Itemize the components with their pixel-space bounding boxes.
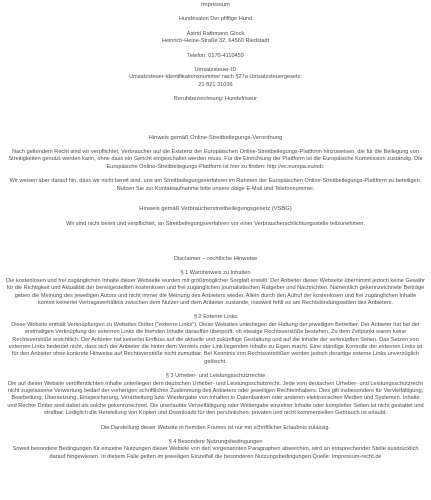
owner-name: Astrid Rathmann Glock <box>186 30 245 37</box>
address: Heinrich-Heine-Straße 32, 64560 Riedstadt <box>161 38 270 45</box>
section-2-text: Diese Website enthält Verknüpfungen zu Websites Dritter ("externe Links"). Diese Websites unterliegen der Haftung der jeweiligen Betreiber. Der Anbieter hat bei der erstmaligen Verknüpfung der externen Links die fremden Inhalte daraufhin überprüft, ob etwaige Rechtsverstöße bestehen. Zu dem Zeitpunkt waren keine Rechtsverstöße ersichtlich. Der Anbieter hat keinerlei Einfluss auf die aktuelle und zukünftige Gestaltung und auf die Inhalte der verknüpften Seiten. Das Setzen von externen Links bedeutet nicht, dass sich der Anbieter die hinter dem Verweis oder Link liegenden Inhalte zu Eigen macht. Eine ständige Kontrolle der externen Links ist für den Anbieter ohne konkrete Hinweise auf Rechtsverstöße nicht zumutbar. Bei Kenntnis von Rechtsverstößen werden jedoch derartige externe Links unverzüglich gelöscht. <box>8 321 423 365</box>
vsbg-text: Wir sind nicht bereit und verpflichtet, an Streitbeilegungsverfahren vor einer Verbraucherschlichtungsstelle teilzunehmen. <box>66 220 365 227</box>
section-1-title: § 1 Warnhinweis zu Inhalten <box>180 270 251 277</box>
section-2-title: § 2 Externe Links <box>193 314 238 321</box>
company-name: Hundesalon Der pfiffige Hund <box>178 16 253 23</box>
vsbg-heading: Hinweis gemäß Verbraucherstreitbeilegungsgesetz (VSBG) <box>139 206 292 213</box>
vat-line: Umsatzsteuer-Identifikationsnummer nach §27a Umsatzsteuergesetz: <box>129 74 302 81</box>
odr-text-1: Nach geltendem Recht sind wir verpflichtet, Verbraucher auf die Existenz der Europäischen Online-Streitbeilegungs-Plattform hinzuweisen, die für die Beilegung von Streitigkeiten genutzt werden kann, ohne dass ein Gericht eingeschaltet werden muss. Für die Einrichtung der Plattform ist die Europäische Kommission zuständig. Die Europäische Online-Streitbeilegungs-Plattform ist hier zu finden: http://ec.europa.eu/odr. <box>8 149 423 170</box>
odr-heading: Hinweis gemäß Online-Streitbeilegungs-Verordnung <box>148 134 283 141</box>
disclaimer-heading: Disclaimer – rechtliche Hinweise <box>173 255 258 262</box>
section-3-text: Die auf dieser Website veröffentlichten Inhalte unterliegen dem deutschen Urheber- und Leistungsschutzrecht. Jede vom deutschen Urheber- und Leistungsschutzrecht nicht zugelassene Verwertung bedarf der vorherigen schriftlichen Zustimmung des Anbieters oder jeweiligen Rechteinhabers. Dies gilt insbesondere für Vervielfältigung, Bearbeitung, Übersetzung, Einspeicherung, Verarbeitung bzw. Wiedergabe von Inhalten in Datenbanken oder anderen elektronischen Medien und Systemen. Inhalte und Rechte Dritter sind dabei als solche gekennzeichnet. Die unerlaubte Vervielfältigung oder Weitergabe einzelner Inhalte oder kompletter Seiten ist nicht gestattet und strafbar. Lediglich die Herstellung von Kopien und Downloads für den persönlichen, privaten und nicht kommerziellen Gebrauch ist erlaubt. <box>7 380 424 417</box>
odr-text-2: Wir weisen aber darauf hin, dass wir nicht bereit sind, uns am Streitbeilegungsverfahren im Rahmen der Europäischen Online-Streitbeilegungs-Plattform zu beteiligen. Nutzen Sie zur Kontaktaufnahme bitte unsere obige E-Mail und Telefonnummer. <box>9 178 422 192</box>
profession: Berufsbezeichnung: Hundefriseur <box>173 96 258 103</box>
section-3-frames-note: Die Darstellung dieser Website in fremden Frames ist nur mit schriftlicher Erlaubnis zulässig. <box>100 424 330 431</box>
vat-number: 21 821 31036 <box>198 81 233 88</box>
phone[interactable]: Telefon: 0170-4110459 <box>187 52 244 59</box>
section-3-title: § 3 Urheber- und Leistungsschutzrechte <box>165 373 266 380</box>
section-4-title: § 4 Besondere Nutzungsbedingungen <box>168 439 263 446</box>
impressum-heading: Impressum <box>201 2 230 8</box>
impressum-page <box>3 0 428 461</box>
section-1-text: Die kostenlosen und frei zugänglichen Inhalte dieser Webseite wurden mit größtmöglicher Sorgfalt erstellt. Der Anbieter dieser Webseite übernimmt jedoch keine Gewähr für die Richtigkeit und Aktualität der bereitgestellten kostenlosen und frei zugänglichen journalistischen Ratgeber und Nachrichten. Namentlich gekennzeichnete Beiträge geben die Meinung des jeweiligen Autors und nicht immer die Meinung des Anbieters wieder. Allein durch den Aufruf der kostenlosen und frei zugänglichen Inhalte kommt keinerlei Vertragsverhältnis zwischen dem Nutzer und dem Anbieter zustande, insoweit fehlt es am Rechtsbindungswillen des Anbieters. <box>6 277 425 306</box>
vat-heading: Umsatzsteuer-ID <box>194 67 237 74</box>
section-4-text: Soweit besondere Bedingungen für einzelne Nutzungen dieser Website von den vorgenannten Paragraphen abweichen, wird an entsprechender Stelle ausdrücklich darauf hingewiesen. In diesem Falle gelten im jeweiligen Einzelfall die besonderen Nutzungsbedingungen.Quelle: Impressum-recht.de <box>12 446 419 460</box>
